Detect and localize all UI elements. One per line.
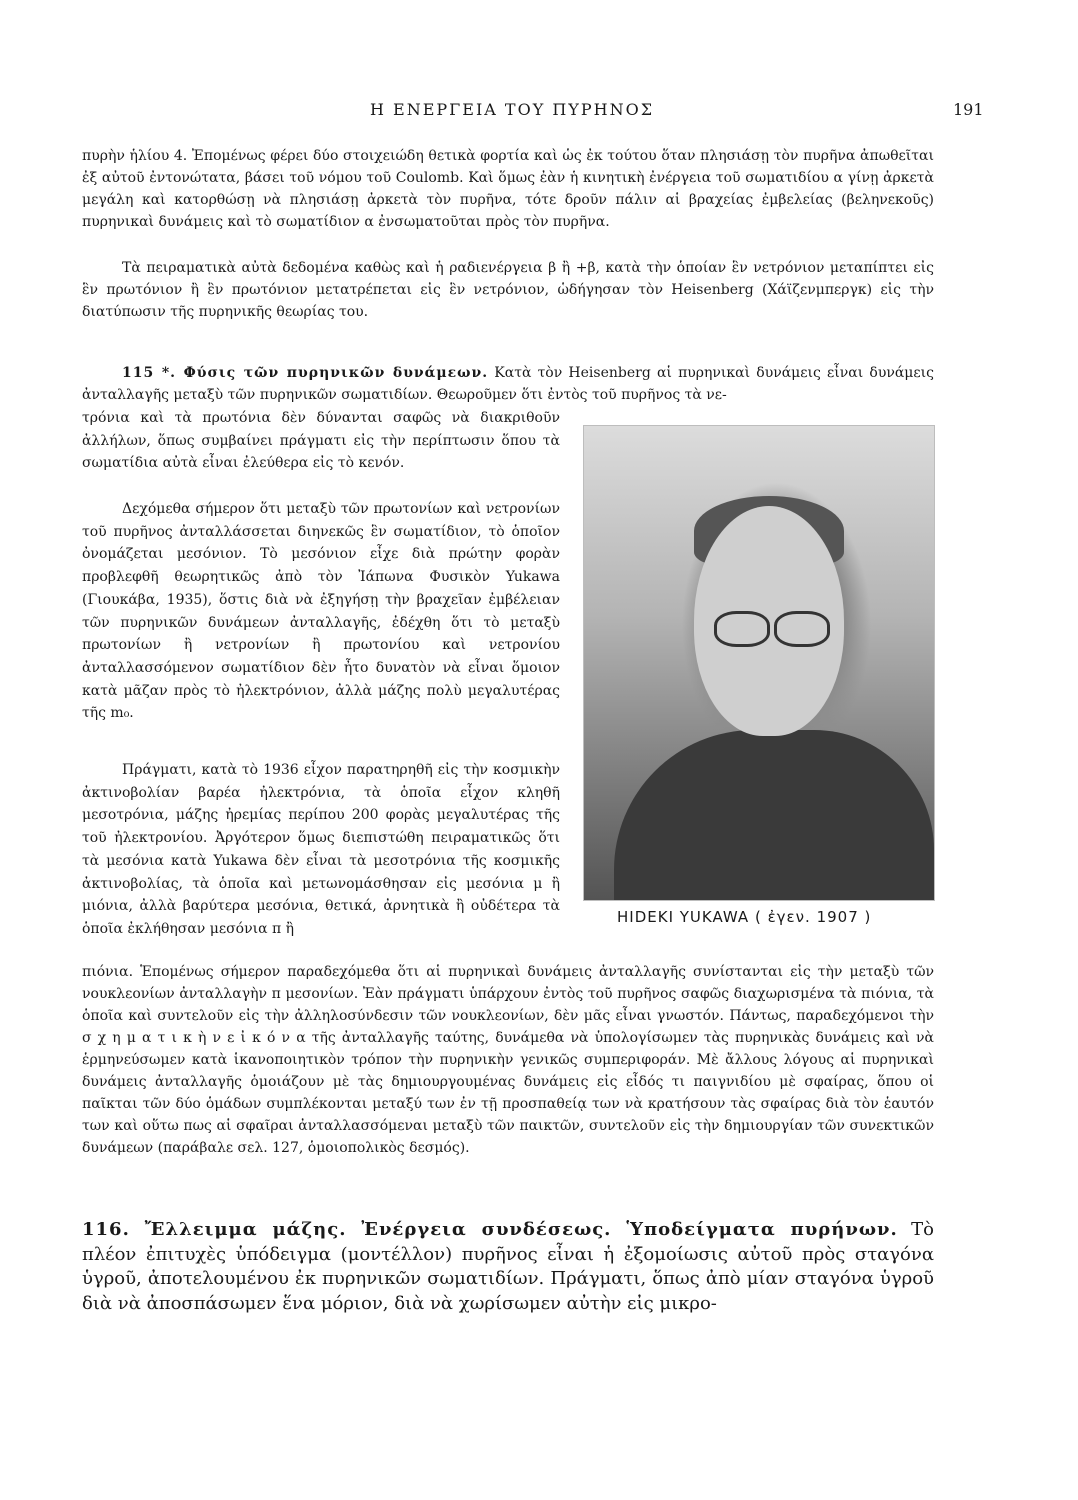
section-115-lead xyxy=(82,362,934,406)
section-116-heading: 116. Ἔλλειμμα μάζης. Ἐνέργεια συνδέσεως. Ὑποδείγματα πυρήνων. xyxy=(82,1219,898,1240)
running-head: Η ΕΝΕΡΓΕΙΑ ΤΟΥ ΠΥΡΗΝΟΣ xyxy=(370,100,655,119)
intro-paragraph-2: Τὰ πειραματικὰ αὐτὰ δεδομένα καθὼς καὶ ἡ ραδιενέργεια β ἢ +β, κατὰ τὴν ὁποίαν ἓν νετρόνιον μεταπίπτει εἰς ἓν πρωτόνιον ἢ ἓν πρωτόνιον μετατρέπεται εἰς ἓν νετρόνιον, ὡδήγησαν τὸν Heisenberg (Χάϊζενμπεργκ) εἰς τὴν διατύπωσιν τῆς πυρηνικῆς θεωρίας του. xyxy=(82,260,934,320)
section-115-lead-text: Κατὰ τὸν Heisenberg αἱ πυρηνικαὶ δυνάμεις εἶναι δυνάμεις ἀνταλλαγῆς μεταξὺ τῶν πυρηνικῶν σωματιδίων. Θεωροῦμεν ὅτι ἐντὸς τοῦ πυρῆνος τὰ νε- xyxy=(82,365,934,403)
section-116-text: Τὸ πλέον ἐπιτυχὲς ὑπόδειγμα (μοντέλλον) πυρῆνος εἶναι ἡ ἐξομοίωσις αὐτοῦ πρὸς σταγόνα ὑγροῦ, ἀποτελουμένου ἐκ πυρηνικῶν σωματιδίων. Πράγματι, ὅπως ἀπὸ μίαν σταγόνα ὑγροῦ διὰ νὰ ἀποσπάσωμεν ἕνα μόριον, διὰ νὰ χωρίσωμεν αὐτὴν εἰς μικρο- xyxy=(82,1219,934,1314)
section-116 xyxy=(82,1218,934,1316)
intro-paragraph-1: πυρὴν ἡλίου 4. Ἐπομένως φέρει δύο στοιχειώδη θετικὰ φορτία καὶ ὡς ἐκ τούτου ὅταν πλησιάσῃ τὸν πυρῆνα ἀπωθεῖται ἐξ αὐτοῦ ἐντονώτατα, βάσει τοῦ νόμου τοῦ Coulomb. Καὶ ὅμως ἐὰν ἡ κινητικὴ ἐνέργεια τοῦ σωματιδίου α γίνῃ ἀρκετὰ μεγάλη καὶ κατορθώσῃ νὰ πλησιάσῃ ἀρκετὰ τὸν πυρῆνα, τότε δροῦν πάλιν αἱ βραχείας ἐμβελείας (βεληνεκοῦς) πυρηνικαὶ δυνάμεις καὶ τὸ σωματίδιον α ἐνσωματοῦται πρὸς τὸν πυρῆνα. xyxy=(82,148,934,230)
full-width-paragraph: πιόνια. Ἑπομένως σήμερον παραδεχόμεθα ὅτι αἱ πυρηνικαὶ δυνάμεις ἀνταλλαγῆς συνίστανται εἰς τὴν μεταξὺ τῶν νουκλεονίων ἀνταλλαγὴν π μεσονίων. Ἐὰν πράγματι ὑπάρχουν ἐντὸς τοῦ πυρῆνος σαφῶς διαχωρισμένα τὰ πιόνια, τὰ ὁποῖα καὶ συντελοῦν εἰς τὴν ἀλληλοσύνδεσιν τῶν νουκλεονίων, δὲν μᾶς εἶναι γνωστόν. Πάντως, παραδεχόμενοι τὴν σ χ η μ α τ ι κ ὴ ν ε ἰ κ ό ν α τῆς ἀνταλλαγῆς ταύτης, δυνάμεθα νὰ ὑπολογίσωμεν τὰς πυρηνικὰς δυνάμεις καὶ νὰ ἑρμηνεύσωμεν κατὰ ἱκανοποιητικὸν τρόπον τὴν πυρηνικὴν γενικῶς συμπεριφοράν. Μὲ ἄλλους λόγους αἱ πυρηνικαὶ δυνάμεις ἀνταλλαγῆς ὁμοιάζουν μὲ τὰς δημιουργουμένας δυνάμεις εἰς εἶδός τι παιγνιδίου μὲ σφαίρας, ὅπου οἱ παῖκται τῶν δύο ὁμάδων συμπλέκονται μεταξύ των ἐν τῇ προσπαθείᾳ των νὰ κρατήσουν τὰς σφαίρας διὰ τὸν ἑαυτόν των καὶ οὕτω πως αἱ σφαῖραι ἀνταλλασσόμεναι μεταξὺ τῶν παικτῶν, συντελοῦν εἰς τὴν δημιουργίαν τῶν συνεκτικῶν δυνάμεων (παράβαλε σελ. 127, ὁμοιοπολικὸς δεσμός). xyxy=(82,964,934,1156)
section-115-heading: 115 *. Φύσις τῶν πυρηνικῶν δυνάμεων. xyxy=(122,365,489,381)
column-paragraph-1: τρόνια καὶ τὰ πρωτόνια δὲν δύνανται σαφῶς νὰ διακριθοῦν ἀλλήλων, ὅπως συμβαίνει πράγματι εἰς τὴν περίπτωσιν ὅπου τὰ σωματίδια αὐτὰ εἶναι ἐλεύθερα εἰς τὸ κενόν. xyxy=(82,410,560,472)
column-paragraph-3: Πράγματι, κατὰ τὸ 1936 εἶχον παρατηρηθῆ εἰς τὴν κοσμικὴν ἀκτινοβολίαν βαρέα ἠλεκτρόνια, τὰ ὁποῖα εἶχον κληθῆ μεσοτρόνια, μάζης ἠρεμίας περίπου 200 φορὰς μεγαλυτέρας τῆς τοῦ ἠλεκτρονίου. Ἀργότερον ὅμως διεπιστώθη πειραματικῶς ὅτι τὰ μεσόνια κατὰ Yukawa δὲν εἶναι τὰ μεσοτρόνια τῆς κοσμικῆς ἀκτινοβολίας, τὰ ὁποῖα καὶ μετωνομάσθησαν εἰς μεσόνια μ ἢ μιόνια, ἀλλὰ βαρύτερα μεσόνια, θετικά, ἀρνητικὰ ἢ οὐδέτερα τὰ ὁποῖα ἐκλήθησαν μεσόνια π ἢ xyxy=(82,762,560,937)
yukawa-portrait xyxy=(583,425,935,901)
column-paragraph-2: Δεχόμεθα σήμερον ὅτι μεταξὺ τῶν πρωτονίων καὶ νετρονίων τοῦ πυρῆνος ἀνταλλάσσεται διηνεκῶς ἓν σωματίδιον, τὸ ὁποῖον ὀνομάζεται μεσόνιον. Τὸ μεσόνιον εἶχε διὰ πρώτην φορὰν προβλεφθῆ θεωρητικῶς ἀπὸ τὸν Ἰάπωνα Φυσικὸν Yukawa (Γιουκάβα, 1935), ὅστις διὰ νὰ ἐξηγήσῃ τὴν βραχεῖαν ἐμβέλειαν τῶν πυρηνικῶν δυνάμεων ἀνταλλαγῆς, ἐδέχθη ὅτι τὸ μεταξὺ πρωτονίων ἢ νετρονίων ἢ πρωτονίου καὶ νετρονίου ἀνταλλασσόμενον σωματίδιον δὲν ἦτο δυνατὸν νὰ εἶναι ὅμοιον κατὰ μᾶζαν πρὸς τὸ ἠλεκτρόνιον, ἀλλὰ μάζης πολὺ μεγαλυτέρας τῆς m₀. xyxy=(82,501,560,722)
page-number: 191 xyxy=(953,100,984,119)
portrait-caption: HIDEKI YUKAWA ( ἐγεν. 1907 ) xyxy=(617,908,872,926)
